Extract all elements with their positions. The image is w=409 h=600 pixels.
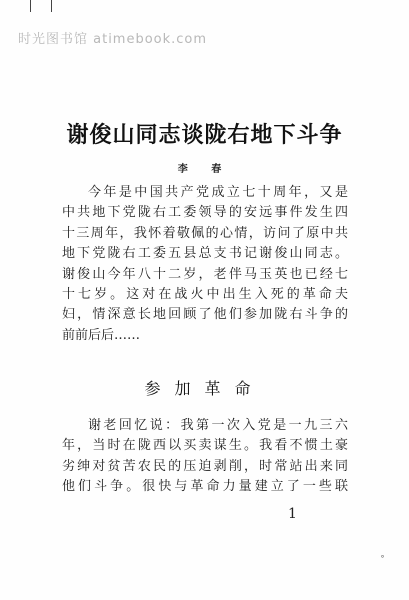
edge-mark: ˚ bbox=[380, 556, 385, 567]
page-number: 1 bbox=[288, 506, 297, 522]
text-line: 中共地下党陇右工委领导的安远事件发生四 bbox=[62, 205, 348, 221]
text-line: 十三周年，我怀着敬佩的心情，访问了原中共 bbox=[62, 225, 348, 241]
watermark: 时光图书馆 atimebook.com bbox=[18, 32, 208, 47]
author-name: 李 春 bbox=[177, 164, 232, 175]
text-line: 年，当时在陇西以买卖谋生。我看不惯土豪 bbox=[62, 438, 348, 454]
text-line: 妇，情深意长地回顾了他们参加陇右斗争的 bbox=[62, 307, 348, 323]
text-line: 谢老回忆说：我第一次入党是一九三六 bbox=[88, 418, 348, 433]
article-title: 谢俊山同志谈陇右地下斗争 bbox=[66, 123, 343, 148]
text-line: 他们斗争。很快与革命力量建立了一些联 bbox=[62, 479, 348, 495]
section-paragraph bbox=[62, 416, 348, 498]
text-line: 十七岁。这对在战火中出生入死的革命夫 bbox=[62, 287, 348, 303]
binding-mark bbox=[30, 0, 52, 12]
text-line: 地下党陇右工委五县总支书记谢俊山同志。 bbox=[62, 246, 348, 262]
text-line: 劣绅对贫苦农民的压迫剥削，时常站出来同 bbox=[62, 458, 348, 474]
section-heading: 参加革命 bbox=[144, 379, 265, 398]
text-line: 今年是中国共产党成立七十周年，又是 bbox=[88, 185, 348, 200]
text-line: 前前后后…… bbox=[62, 327, 141, 343]
intro-paragraph bbox=[62, 183, 348, 346]
text-line: 谢俊山今年八十二岁，老伴马玉英也已经七 bbox=[62, 266, 348, 282]
